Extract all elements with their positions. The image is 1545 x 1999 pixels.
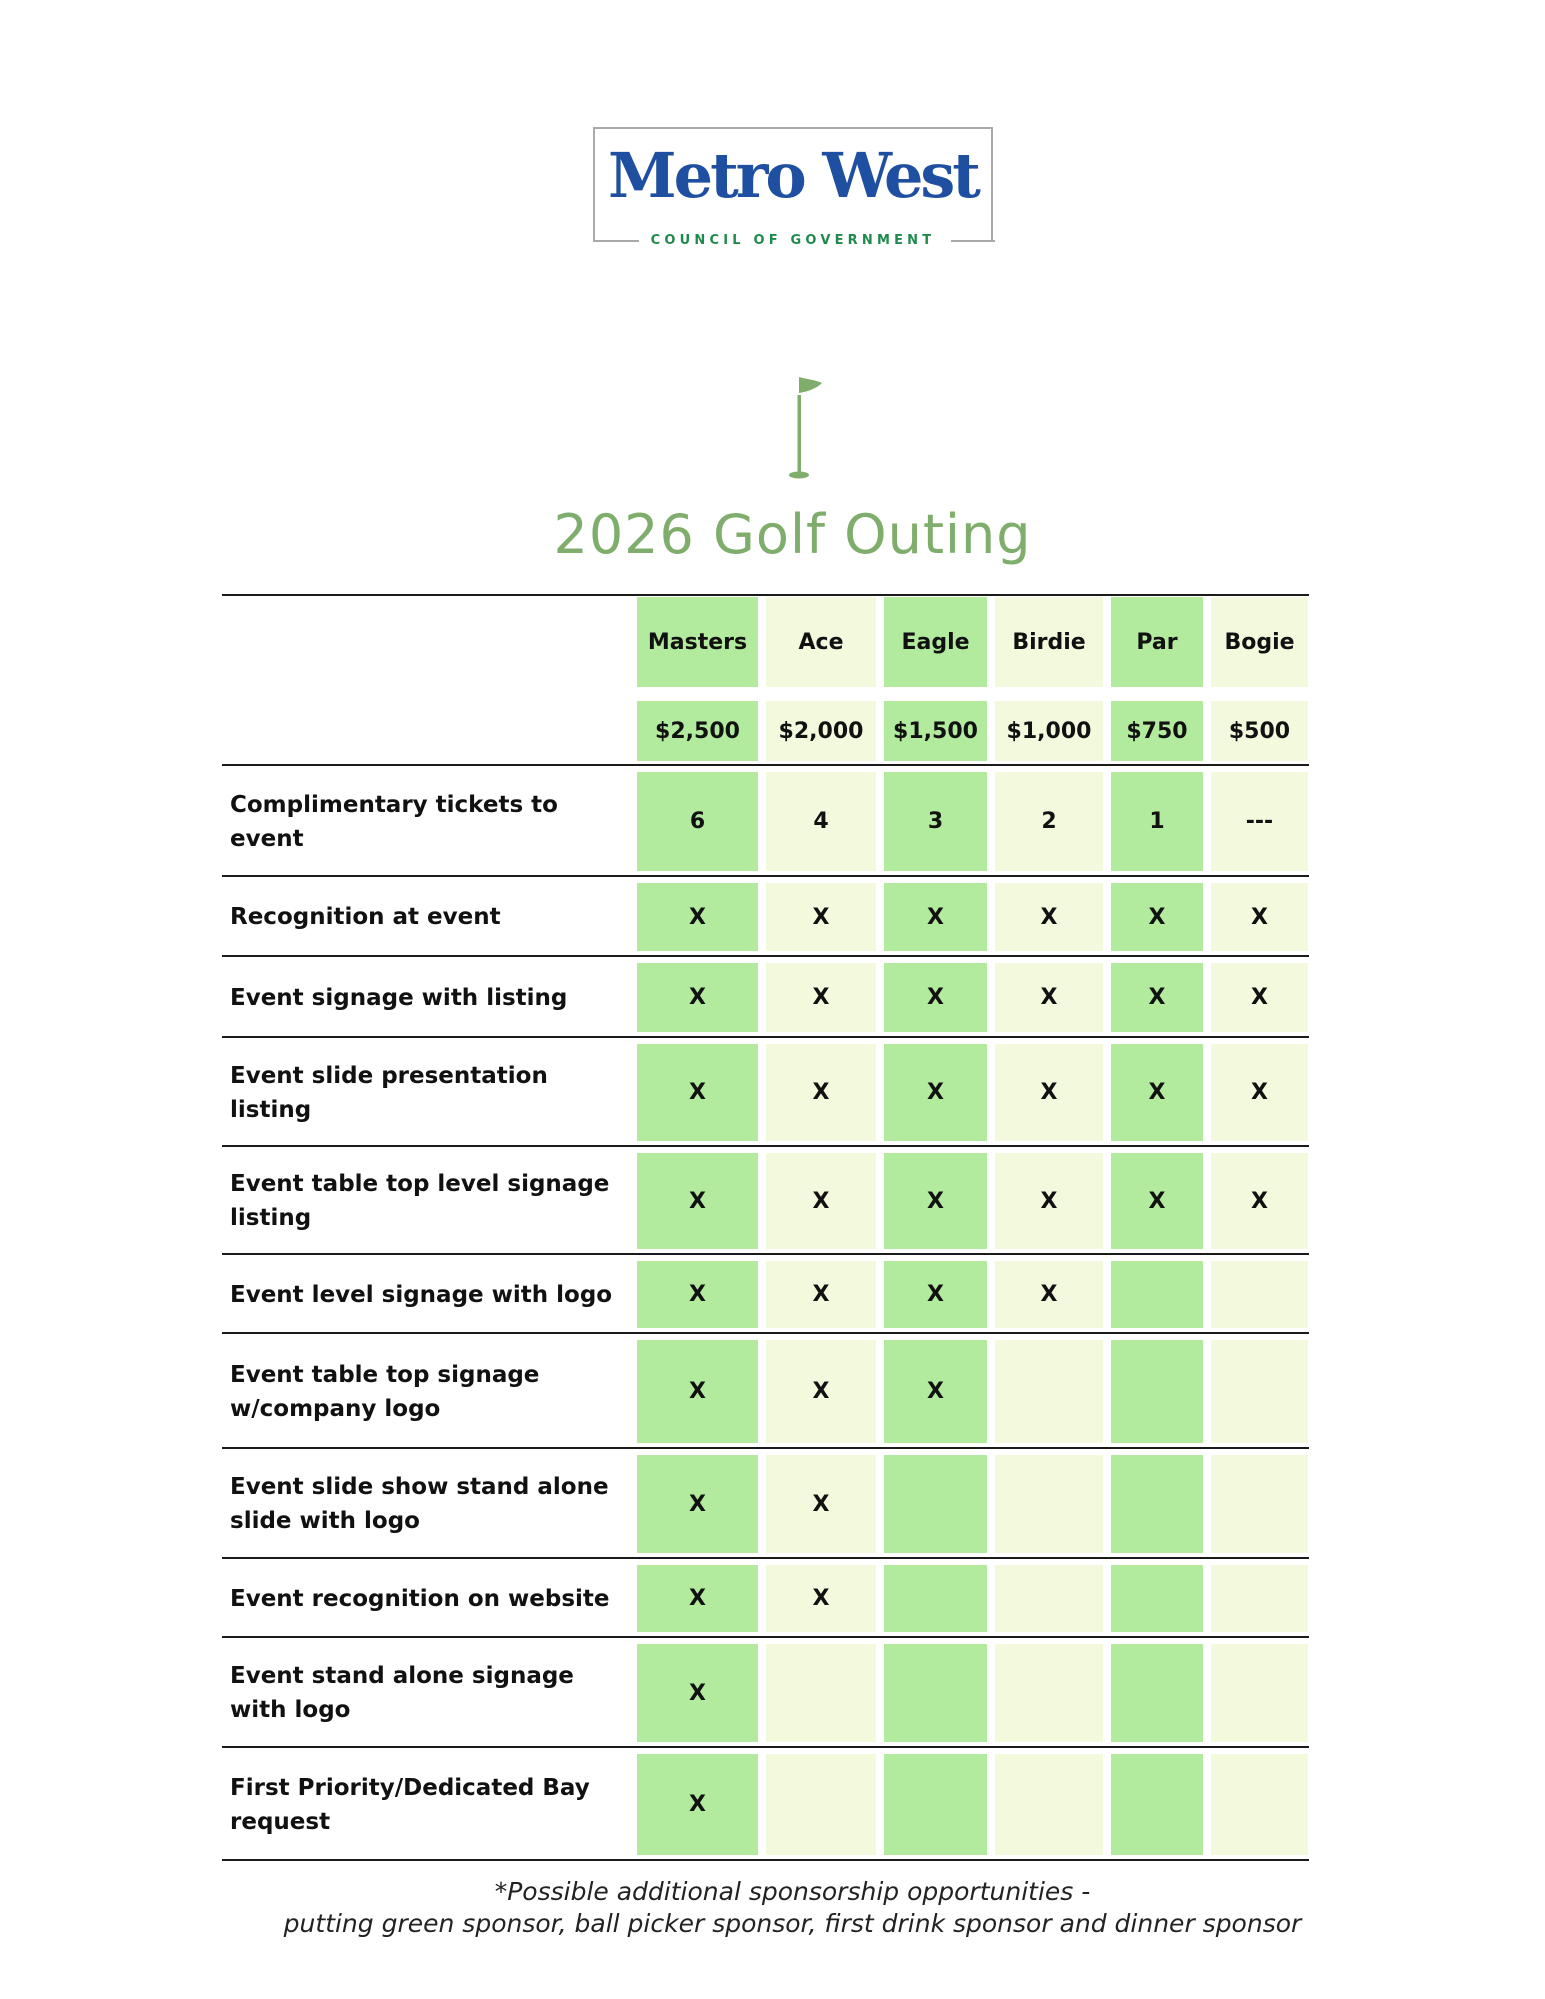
table-bottom-rule [222, 1859, 1309, 1861]
tier-name-eagle: Eagle [884, 597, 987, 687]
tier-price-bogie: $500 [1211, 701, 1308, 761]
row-divider [222, 955, 1309, 957]
benefit-cell [1211, 1644, 1308, 1742]
benefit-cell: X [1211, 1153, 1308, 1249]
benefit-cell [1211, 1455, 1308, 1553]
benefit-cell: X [766, 1153, 876, 1249]
row-divider [222, 875, 1309, 877]
row-divider [222, 1746, 1309, 1748]
logo-subtitle: COUNCIL OF GOVERNMENT [650, 233, 936, 248]
benefit-cell: 2 [995, 772, 1103, 871]
benefit-label: Recognition at event [230, 904, 501, 930]
benefit-cell [995, 1644, 1103, 1742]
benefit-cell [1111, 1261, 1203, 1328]
tier-name-birdie: Birdie [995, 597, 1103, 687]
benefit-cell: X [995, 963, 1103, 1032]
benefit-cell: X [637, 1340, 758, 1443]
benefit-cell [884, 1565, 987, 1632]
tier-price-eagle: $1,500 [884, 701, 987, 761]
table-top-rule [222, 594, 1309, 596]
benefit-cell: 4 [766, 772, 876, 871]
footer-note-line2: putting green sponsor, ball picker sponsor, first drink sponsor and dinner sponsor [283, 1909, 1302, 1938]
tier-price-birdie: $1,000 [995, 701, 1103, 761]
benefit-cell: X [637, 1261, 758, 1328]
tier-name-bogie: Bogie [1211, 597, 1308, 687]
benefit-cell: X [637, 1565, 758, 1632]
benefit-cell: X [1111, 883, 1203, 951]
tier-price-ace: $2,000 [766, 701, 876, 761]
benefit-cell: X [995, 1261, 1103, 1328]
benefit-cell: X [1111, 963, 1203, 1032]
benefit-cell [995, 1754, 1103, 1855]
benefit-cell: X [884, 1261, 987, 1328]
benefit-label: First Priority/Dedicated Bay request [230, 1774, 590, 1835]
golf-flag-icon [786, 375, 846, 485]
tier-name-masters: Masters [637, 597, 758, 687]
benefit-cell [766, 1644, 876, 1742]
benefit-cell [995, 1340, 1103, 1443]
benefit-cell: X [766, 1261, 876, 1328]
benefit-label: Event stand alone signage with logo [230, 1663, 574, 1723]
benefit-cell [884, 1754, 987, 1855]
benefit-cell: 1 [1111, 772, 1203, 871]
row-divider [222, 764, 1309, 766]
tier-price-par: $750 [1111, 701, 1203, 761]
benefit-cell [1211, 1261, 1308, 1328]
benefit-cell: X [637, 883, 758, 951]
benefit-cell: X [995, 1044, 1103, 1141]
benefit-cell: X [766, 1044, 876, 1141]
benefit-cell [1211, 1565, 1308, 1632]
benefit-cell: X [1211, 1044, 1308, 1141]
benefit-cell [766, 1754, 876, 1855]
benefit-label: Event slide presentation listing [230, 1062, 548, 1123]
row-divider [222, 1253, 1309, 1255]
benefit-cell [1211, 1340, 1308, 1443]
benefit-cell: X [637, 1644, 758, 1742]
benefit-cell: X [637, 1455, 758, 1553]
benefit-cell: --- [1211, 772, 1308, 871]
benefit-cell: X [637, 1754, 758, 1855]
benefit-cell: X [884, 1340, 987, 1443]
row-divider [222, 1557, 1309, 1559]
row-divider [222, 1036, 1309, 1038]
benefit-cell [1211, 1754, 1308, 1855]
benefit-label: Event level signage with logo [230, 1281, 613, 1308]
row-divider [222, 1145, 1309, 1147]
benefit-cell: X [995, 883, 1103, 951]
footer-note-line1: *Possible additional sponsorship opportunities - [494, 1877, 1091, 1906]
benefit-label: Event recognition on website [230, 1585, 610, 1612]
benefit-cell: X [884, 963, 987, 1032]
benefit-label: Event signage with listing [230, 984, 568, 1011]
benefit-cell [884, 1644, 987, 1742]
benefit-cell: X [884, 883, 987, 951]
benefit-label: Event table top level signage listing [230, 1171, 610, 1231]
benefit-cell: X [637, 1044, 758, 1141]
row-divider [222, 1332, 1309, 1334]
benefit-cell [1111, 1455, 1203, 1553]
benefit-cell: 6 [637, 772, 758, 871]
benefit-label: Event table top signage w/company logo [230, 1361, 540, 1422]
benefit-label: Event slide show stand alone slide with logo [230, 1474, 609, 1534]
benefit-cell [1111, 1644, 1203, 1742]
benefit-cell: X [884, 1044, 987, 1141]
row-divider [222, 1447, 1309, 1449]
logo-name: Metro West [608, 139, 978, 212]
benefit-cell [1111, 1340, 1203, 1443]
benefit-cell: X [1111, 1153, 1203, 1249]
benefit-cell: X [766, 1455, 876, 1553]
tier-name-ace: Ace [766, 597, 876, 687]
benefit-cell [995, 1455, 1103, 1553]
benefit-cell: X [1211, 963, 1308, 1032]
benefit-cell [884, 1455, 987, 1553]
benefit-cell [1111, 1754, 1203, 1855]
tier-price-masters: $2,500 [637, 701, 758, 761]
benefit-cell: X [884, 1153, 987, 1249]
benefit-cell: X [1111, 1044, 1203, 1141]
benefit-cell: X [766, 1340, 876, 1443]
benefit-label: Complimentary tickets to event [230, 791, 558, 852]
benefit-cell: X [637, 1153, 758, 1249]
benefit-cell: X [637, 963, 758, 1032]
benefit-cell [995, 1565, 1103, 1632]
page-title: 2026 Golf Outing [553, 503, 1032, 566]
row-divider [222, 1636, 1309, 1638]
benefit-cell [1111, 1565, 1203, 1632]
tier-name-par: Par [1111, 597, 1203, 687]
benefit-cell: X [766, 883, 876, 951]
benefit-cell: 3 [884, 772, 987, 871]
benefit-cell: X [766, 963, 876, 1032]
benefit-cell: X [766, 1565, 876, 1632]
benefit-cell: X [995, 1153, 1103, 1249]
benefit-cell: X [1211, 883, 1308, 951]
